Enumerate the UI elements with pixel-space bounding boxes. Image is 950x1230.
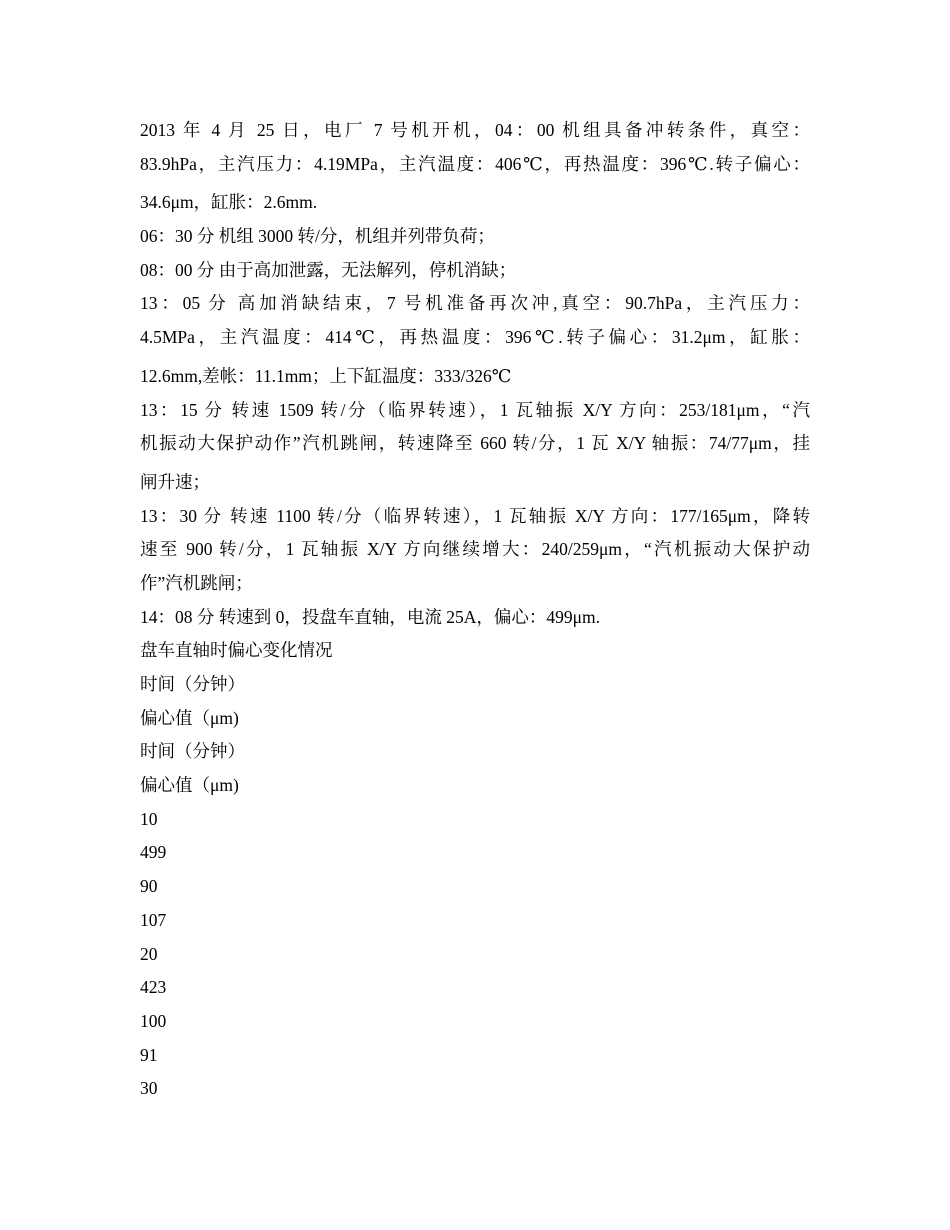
table-cell: 10 xyxy=(140,808,158,829)
log-entry-1305 xyxy=(140,287,810,393)
table-cell: 423 xyxy=(140,977,167,998)
paragraph-line: 机振动大保护动作”汽机跳闸，转速降至 660 转/分，1 瓦 X/Y 轴振：74/77μm，挂 xyxy=(140,433,810,454)
table-header-time: 时间（分钟） xyxy=(140,674,245,694)
paragraph-line: 12.6mm,差帐：11.1mm；上下缸温度：333/326℃ xyxy=(140,365,512,386)
table-title: 盘车直轴时偏心变化情况 xyxy=(140,640,333,661)
paragraph-line: 4.5MPa，主汽温度：414℃，再热温度：396℃.转子偏心：31.2μm，缸胀： xyxy=(140,327,810,348)
table-header-eccentricity: 偏心值（μm) xyxy=(140,707,239,728)
table-header-eccentricity: 偏心值（μm) xyxy=(140,775,239,796)
log-entry-0800 xyxy=(140,254,810,288)
table-cell: 107 xyxy=(140,909,167,930)
log-entry-1330 xyxy=(140,500,810,601)
paragraph-line: 速至 900 转/分，1 瓦轴振 X/Y 方向继续增大：240/259μm，“汽机振动大保护动 xyxy=(140,539,810,560)
table-header-time: 时间（分钟） xyxy=(140,741,245,762)
log-entry-0630 xyxy=(140,220,810,254)
paragraph-line: 83.9hPa，主汽压力：4.19MPa，主汽温度：406℃，再热温度：396℃.转子偏心： xyxy=(140,153,810,174)
table-cell: 30 xyxy=(140,1078,158,1099)
paragraph-line: 13：05 分 高加消缺结束，7 号机准备再次冲,真空：90.7hPa，主汽压力： xyxy=(140,293,810,314)
paragraph-line: 08：00 分 由于高加泄露，无法解列，停机消缺； xyxy=(140,259,517,280)
paragraph-line: 13：15 分 转速 1509 转/分（临界转速），1 瓦轴振 X/Y 方向：253/181μm，“汽 xyxy=(140,399,810,420)
paragraph-line: 作”汽机跳闸； xyxy=(140,572,253,593)
table-cell: 91 xyxy=(140,1044,158,1065)
log-entry-1315 xyxy=(140,394,810,500)
table-cell: 100 xyxy=(140,1010,167,1031)
paragraph-line: 闸升速； xyxy=(140,471,210,492)
paragraph-line: 13：30 分 转速 1100 转/分（临界转速），1 瓦轴振 X/Y 方向：177/165μm，降转 xyxy=(140,505,810,526)
log-entry-1408 xyxy=(140,601,810,635)
table-cell: 20 xyxy=(140,943,158,964)
paragraph-line: 06：30 分 机组 3000 转/分，机组并列带负荷； xyxy=(140,226,495,247)
paragraph-line: 2013 年 4 月 25 日，电厂 7 号机开机，04：00 机组具备冲转条件，真空： xyxy=(140,120,810,140)
table-cell: 499 xyxy=(140,842,167,863)
paragraph-line: 14：08 分 转速到 0，投盘车直轴，电流 25A，偏心：499μm. xyxy=(140,606,601,627)
paragraph-line: 34.6μm，缸胀：2.6mm. xyxy=(140,192,318,213)
document-body xyxy=(140,114,810,1106)
table-cell: 90 xyxy=(140,876,158,897)
log-entry-startup xyxy=(140,114,810,220)
eccentricity-table xyxy=(140,634,810,1106)
